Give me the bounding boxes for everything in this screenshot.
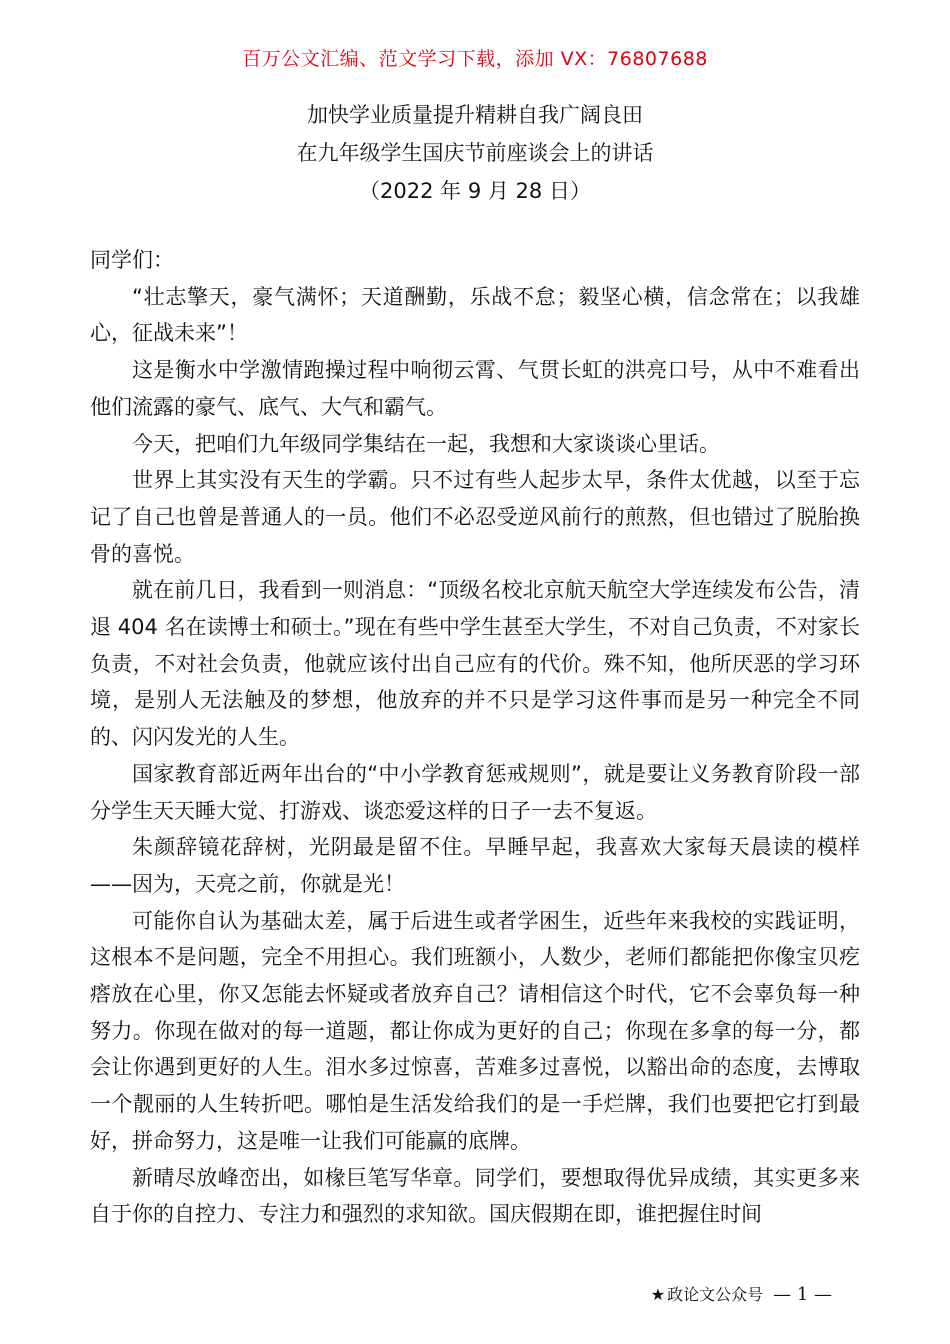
paragraph: 国家教育部近两年出台的“中小学教育惩戒规则”，就是要让义务教育阶段一部分学生天天睡大觉、打游戏、谈恋爱这样的日子一去不复返。 — [90, 761, 860, 823]
speech-date: （2022 年 9 月 28 日） — [359, 179, 591, 203]
page-number: — 1 — — [773, 1284, 832, 1305]
speech-body — [90, 242, 860, 1233]
paragraph: 新晴尽放峰峦出，如椽巨笔写华章。同学们，要想取得优异成绩，其实更多来自于你的自控力、专注力和强烈的求知欲。国庆假期在即，谁把握住时间 — [90, 1165, 860, 1227]
promo-banner — [0, 44, 950, 74]
speech-title: 加快学业质量提升精耕自我广阔良田 — [307, 103, 643, 127]
speech-subtitle: 在九年级学生国庆节前座谈会上的讲话 — [296, 141, 654, 165]
paragraph: “壮志擎天，豪气满怀；天道酬勤，乐战不怠；毅坚心横，信念常在；以我雄心，征战未来”！ — [90, 284, 860, 346]
footer-source: 政论文公众号 — [667, 1285, 764, 1304]
paragraph: 世界上其实没有天生的学霸。只不过有些人起步太早，条件太优越，以至于忘记了自己也曾是普通人的一员。他们不必忍受逆风前行的煎熬，但也错过了脱胎换骨的喜悦。 — [90, 468, 860, 566]
salutation: 同学们： — [90, 248, 174, 272]
paragraph: 这是衡水中学激情跑操过程中响彻云霄、气贯长虹的洪亮口号，从中不难看出他们流露的豪气、底气、大气和霸气。 — [90, 358, 860, 419]
paragraph: 就在前几日，我看到一则消息：“顶级名校北京航天航空大学连续发布公告，清退 404 名在读博士和硕士。”现在有些中学生甚至大学生，不对自己负责，不对家长负责，不对社会负责，他就应该付出自己应有的代价。殊不知，他所厌恶的学习环境，是别人无法触及的梦想，他放弃的并不只是学习这件事而是另一种完全不同的、闪闪发光的人生。 — [90, 578, 860, 750]
paragraph: 可能你自认为基础太差，属于后进生或者学困生，近些年来我校的实践证明，这根本不是问题，完全不用担心。我们班额小，人数少，老师们都能把你像宝贝疙瘩放在心里，你又怎能去怀疑或者放弃自己？请相信这个时代，它不会辜负每一种努力。你现在做对的每一道题，都让你成为更好的自己；你现在多拿的每一分，都会让你遇到更好的人生。泪水多过惊喜，苦难多过喜悦，以豁出命的态度，去博取一个靓丽的人生转折吧。哪怕是生活发给我们的是一手烂牌，我们也要把它打到最好，拼命努力，这是唯一让我们可能赢的底牌。 — [90, 908, 860, 1153]
promo-banner-text: 百万公文汇编、范文学习下载，添加 VX：76807688 — [242, 48, 708, 70]
page-footer — [651, 1282, 832, 1308]
star-icon: ★ — [650, 1285, 666, 1304]
speech-title-block — [0, 96, 950, 210]
paragraph: 朱颜辞镜花辞树，光阴最是留不住。早睡早起，我喜欢大家每天晨读的模样——因为，天亮之前，你就是光！ — [90, 835, 860, 896]
paragraph: 今天，把咱们九年级同学集结在一起，我想和大家谈谈心里话。 — [132, 431, 720, 456]
